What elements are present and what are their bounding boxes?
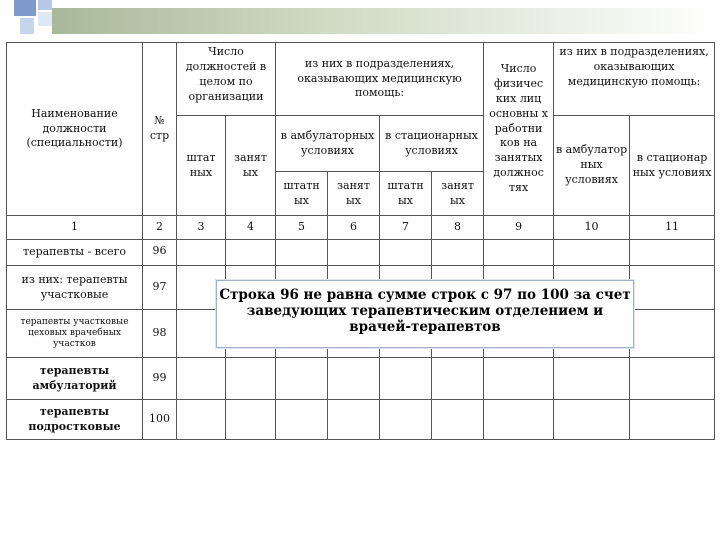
data-cell[interactable] — [554, 400, 630, 440]
data-cell[interactable] — [484, 400, 554, 440]
header-occupied: занят ых — [226, 116, 276, 216]
header-persons: Число физичес ких лиц основны х работни ков на занятых должнос тях — [484, 43, 554, 216]
data-cell[interactable] — [328, 240, 380, 266]
table-row — [7, 358, 715, 400]
row-name: терапевты подростковые — [7, 400, 143, 440]
row-number: 97 — [143, 266, 177, 310]
data-cell[interactable] — [328, 400, 380, 440]
row-number: 100 — [143, 400, 177, 440]
data-cell[interactable] — [276, 400, 328, 440]
callout-note: Строка 96 не равна сумме строк с 97 по 100 за счет заведующих терапевтическим отделением и врачей-терапевтов — [216, 280, 634, 348]
column-number: 3 — [177, 216, 226, 240]
data-cell[interactable] — [380, 358, 432, 400]
header-outpatient-occupied: занят ых — [328, 172, 380, 216]
data-cell[interactable] — [380, 400, 432, 440]
staff-positions-table — [6, 42, 715, 440]
header-name: Наименование должности (специальности) — [7, 43, 143, 216]
decor-square — [20, 18, 34, 34]
column-number: 9 — [484, 216, 554, 240]
header-outpatient: в амбулаторных условиях — [276, 116, 380, 172]
header-outpatient-b: в амбулатор ных условиях — [554, 116, 630, 216]
data-cell[interactable] — [177, 358, 226, 400]
header-row-no: № стр — [143, 43, 177, 216]
row-number: 98 — [143, 310, 177, 358]
column-number: 10 — [554, 216, 630, 240]
data-cell[interactable] — [276, 358, 328, 400]
header-inpatient-occupied: занят ых — [432, 172, 484, 216]
data-cell[interactable] — [630, 358, 715, 400]
header-gradient-bar — [52, 8, 720, 34]
data-cell[interactable] — [226, 358, 276, 400]
column-number: 5 — [276, 216, 328, 240]
data-cell[interactable] — [328, 358, 380, 400]
row-name: терапевты - всего — [7, 240, 143, 266]
data-cell[interactable] — [630, 240, 715, 266]
column-number: 4 — [226, 216, 276, 240]
column-number: 7 — [380, 216, 432, 240]
row-number: 99 — [143, 358, 177, 400]
row-name: терапевты амбулаторий — [7, 358, 143, 400]
table-row — [7, 400, 715, 440]
row-name: терапевты участковые цеховых врачебных участков — [7, 310, 143, 358]
header-outpatient-staff: штатн ых — [276, 172, 328, 216]
data-cell[interactable] — [226, 240, 276, 266]
column-number: 8 — [432, 216, 484, 240]
data-cell[interactable] — [177, 400, 226, 440]
row-name: из них: терапевты участковые — [7, 266, 143, 310]
header-inpatient-b: в стационар ных условиях — [630, 116, 715, 216]
column-number: 1 — [7, 216, 143, 240]
data-cell[interactable] — [630, 400, 715, 440]
header-staff: штат ных — [177, 116, 226, 216]
data-cell[interactable] — [432, 358, 484, 400]
data-cell[interactable] — [432, 400, 484, 440]
data-cell[interactable] — [630, 310, 715, 358]
data-cell[interactable] — [380, 240, 432, 266]
header-positions-total: Число должностей в целом по организации — [177, 43, 276, 116]
row-number: 96 — [143, 240, 177, 266]
data-cell[interactable] — [484, 240, 554, 266]
data-cell[interactable] — [276, 240, 328, 266]
header-inpatient: в стационарных условиях — [380, 116, 484, 172]
data-cell[interactable] — [226, 400, 276, 440]
data-cell[interactable] — [177, 240, 226, 266]
data-cell[interactable] — [554, 358, 630, 400]
header-persons-in-divisions: из них в подразделениях, оказывающих медицинскую помощь: — [554, 43, 715, 116]
data-cell[interactable] — [484, 358, 554, 400]
data-cell[interactable] — [630, 266, 715, 310]
data-cell[interactable] — [432, 240, 484, 266]
column-number: 6 — [328, 216, 380, 240]
decor-square — [14, 0, 36, 16]
column-number: 2 — [143, 216, 177, 240]
data-cell[interactable] — [554, 240, 630, 266]
header-inpatient-staff: штатн ых — [380, 172, 432, 216]
column-number: 11 — [630, 216, 715, 240]
table-row — [7, 240, 715, 266]
decor-square — [38, 0, 52, 10]
header-positions-in-divisions: из них в подразделениях, оказывающих медицинскую помощь: — [276, 43, 484, 116]
